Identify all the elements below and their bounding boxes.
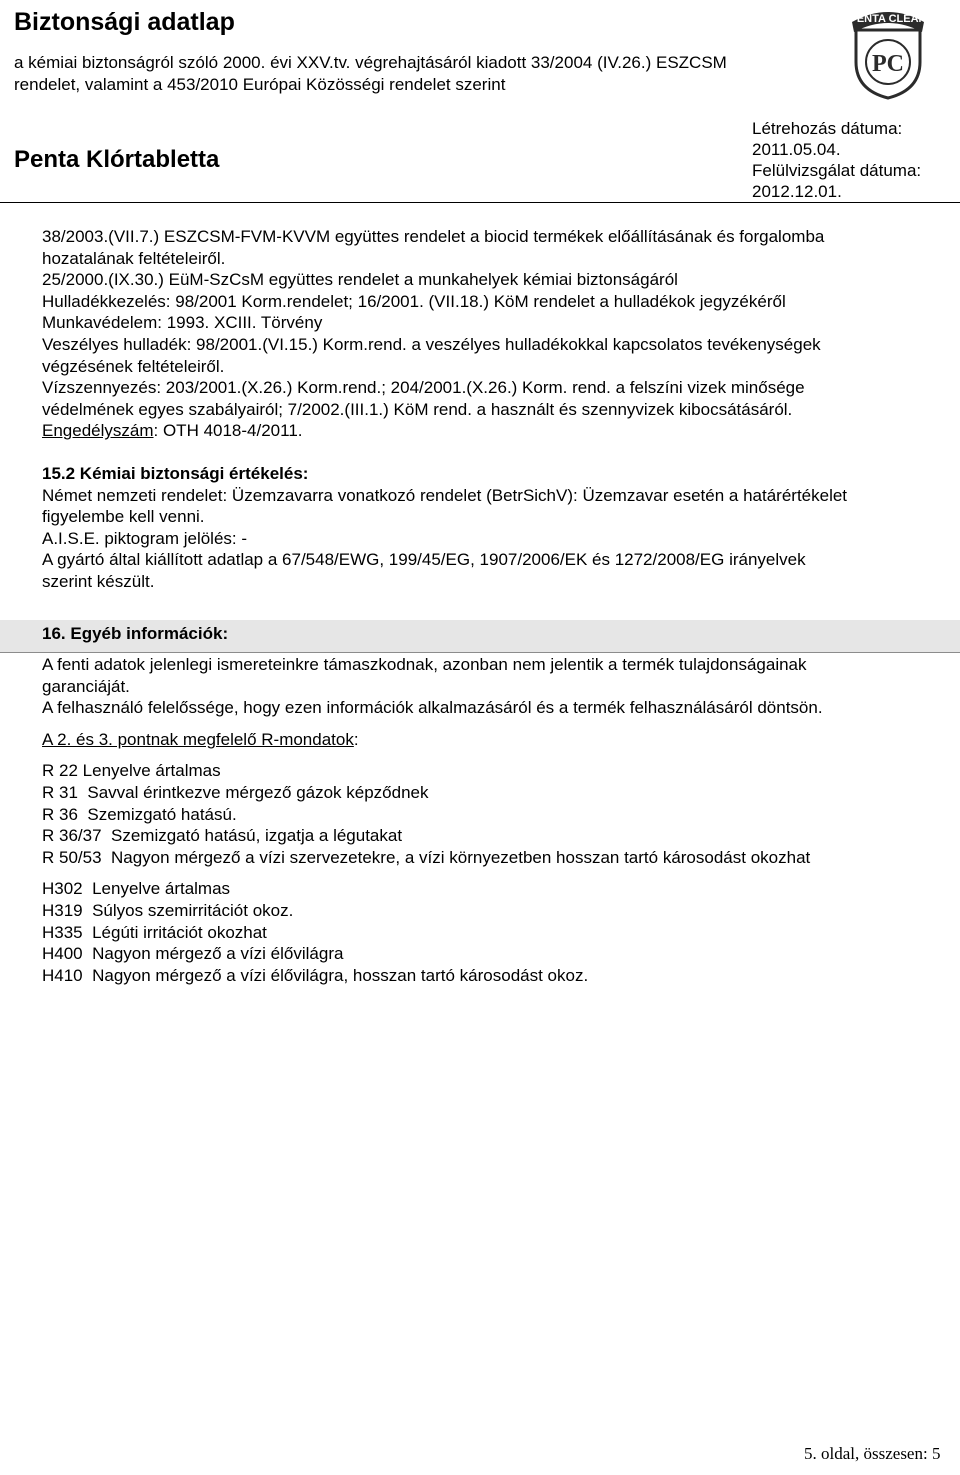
penta-clean-logo (838, 0, 938, 100)
regulation-line: Veszélyes hulladék: 98/2001.(VI.15.) Korm.rend. a veszélyes hulladékokkal kapcsolatos tevékenységek (42, 334, 821, 354)
h-phrase-item (42, 878, 942, 900)
r-phrase-text: Lenyelve ártalmas (82, 761, 221, 781)
r-phrase-text: Nagyon mérgező a vízi szervezetekre, a vízi környezetben hosszan tartó károsodást okozhat (111, 847, 811, 867)
h-phrase-item (42, 965, 942, 987)
section-16-body (42, 654, 942, 986)
regulation-line: védelmének egyes szabályairól; 7/2002.(III.1.) KöM rend. a használt és szennyvizek kibocsátásáról. (42, 399, 793, 419)
document-header (0, 0, 960, 205)
h-phrase-code: H410 (42, 965, 83, 985)
regulation-line: hozatalának feltételeiről. (42, 248, 226, 268)
permit-line (42, 420, 942, 442)
created-date: 2011.05.04. (752, 140, 841, 159)
subtitle-line-2: rendelet, valamint a 453/2010 Európai Közösségi rendelet szerint (14, 75, 506, 94)
regulation-line: végzésének feltételeiről. (42, 356, 225, 376)
regulation-line: 38/2003.(VII.7.) ESZCSM-FVM-KVVM együttes rendelet a biocid termékek előállításának és forgalomba (42, 227, 825, 246)
r-phrase-code: R 36 (42, 804, 78, 824)
h-phrase-text: Nagyon mérgező a vízi élővilágra, hosszan tartó károsodást okoz. (92, 965, 589, 985)
h-phrase-text: Súlyos szemirritációt okoz. (92, 900, 294, 920)
h-phrase-text: Lenyelve ártalmas (92, 879, 231, 899)
section-15-2-line: figyelembe kell venni. (42, 507, 205, 527)
h-phrase-code: H319 (42, 900, 83, 920)
r-phrase-item (42, 782, 942, 804)
spacer (42, 442, 942, 463)
regulations-block (42, 226, 942, 593)
spacer (42, 750, 942, 760)
regulation-subtitle (14, 52, 774, 96)
r-phrases-heading-text: A 2. és 3. pontnak megfelelő R-mondatok (42, 729, 354, 749)
page-number: 5. oldal, összesen: 5 (804, 1444, 941, 1463)
product-name: Penta Klórtabletta (14, 146, 220, 173)
r-phrase-item (42, 847, 942, 869)
h-phrase-item (42, 922, 942, 944)
revised-label: Felülvizsgálat dátuma: (752, 161, 922, 180)
r-phrase-code: R 50/53 (42, 847, 102, 867)
h-phrase-code: H335 (42, 922, 83, 942)
h-phrase-text: Nagyon mérgező a vízi élővilágra (92, 944, 344, 964)
logo-monogram: PC (872, 51, 904, 77)
r-phrase-code: R 22 (42, 761, 78, 781)
info-paragraph-line: garanciáját. (42, 676, 130, 696)
regulation-line: Vízszennyezés: 203/2001.(X.26.) Korm.rend.; 204/2001.(X.26.) Korm. rend. a felszíni vizek minősége (42, 378, 805, 398)
r-phrase-code: R 31 (42, 782, 78, 802)
h-phrase-item (42, 900, 942, 922)
r-phrase-text: Szemizgató hatású. (87, 804, 237, 824)
r-phrase-text: Savval érintkezve mérgező gázok képződnek (87, 782, 429, 802)
logo-wordmark: PENTA CLEAN (849, 13, 927, 25)
r-phrase-item (42, 825, 942, 847)
r-phrases-heading-colon: : (353, 729, 359, 749)
revised-date: 2012.12.01. (752, 182, 842, 201)
section-15-2-line: szerint készült. (42, 571, 155, 591)
created-label: Létrehozás dátuma: (752, 119, 903, 138)
regulation-line: Hulladékkezelés: 98/2001 Korm.rendelet; 16/2001. (VII.18.) KöM rendelet a hulladékok jegyzékéről (42, 291, 786, 311)
section-15-2-line: Német nemzeti rendelet: Üzemzavarra vonatkozó rendelet (BetrSichV): Üzemzavar esetén a határértékelet (42, 485, 848, 505)
r-phrase-item (42, 760, 942, 782)
section-15-2-line: A gyártó által kiállított adatlap a 67/548/EWG, 199/45/EG, 1907/2006/EK és 1272/2008/EG irányelvek (42, 550, 806, 570)
spacer (42, 719, 942, 729)
permit-label: Engedélyszám (42, 421, 154, 441)
regulation-line: 25/2000.(IX.30.) EüM-SzCsM együttes rendelet a munkahelyek kémiai biztonságáról (42, 270, 678, 290)
permit-value: : OTH 4018-4/2011. (153, 421, 303, 441)
info-paragraph: A felhasználó felelőssége, hogy ezen információk alkalmazásáról és a termék felhasználásáról döntsön. (42, 698, 823, 718)
document-title: Biztonsági adatlap (14, 8, 235, 36)
section-15-2-heading: 15.2 Kémiai biztonsági értékelés: (42, 463, 309, 483)
regulation-line: Munkavédelem: 1993. XCIII. Törvény (42, 313, 323, 333)
section-15-2-line: A.I.S.E. piktogram jelölés: - (42, 528, 248, 548)
subtitle-line-1: a kémiai biztonságról szóló 2000. évi XXV.tv. végrehajtásáról kiadott 33/2004 (IV.26.) ESZCSM (14, 53, 727, 72)
h-phrase-text: Légúti irritációt okozhat (92, 922, 267, 942)
r-phrase-code: R 36/37 (42, 826, 102, 846)
header-divider (0, 202, 960, 203)
spacer (42, 868, 942, 878)
r-phrases-heading (42, 729, 942, 751)
h-phrase-code: H302 (42, 879, 83, 899)
h-phrase-item (42, 943, 942, 965)
r-phrase-item (42, 804, 942, 826)
info-paragraph-line: A fenti adatok jelenlegi ismereteinkre támaszkodnak, azonban nem jelentik a termék tulajdonságainak (42, 655, 807, 674)
section-16-heading: 16. Egyéb információk: (42, 624, 229, 643)
h-phrase-code: H400 (42, 944, 83, 964)
r-phrase-text: Szemizgató hatású, izgatja a légutakat (111, 826, 403, 846)
date-block (752, 118, 921, 202)
